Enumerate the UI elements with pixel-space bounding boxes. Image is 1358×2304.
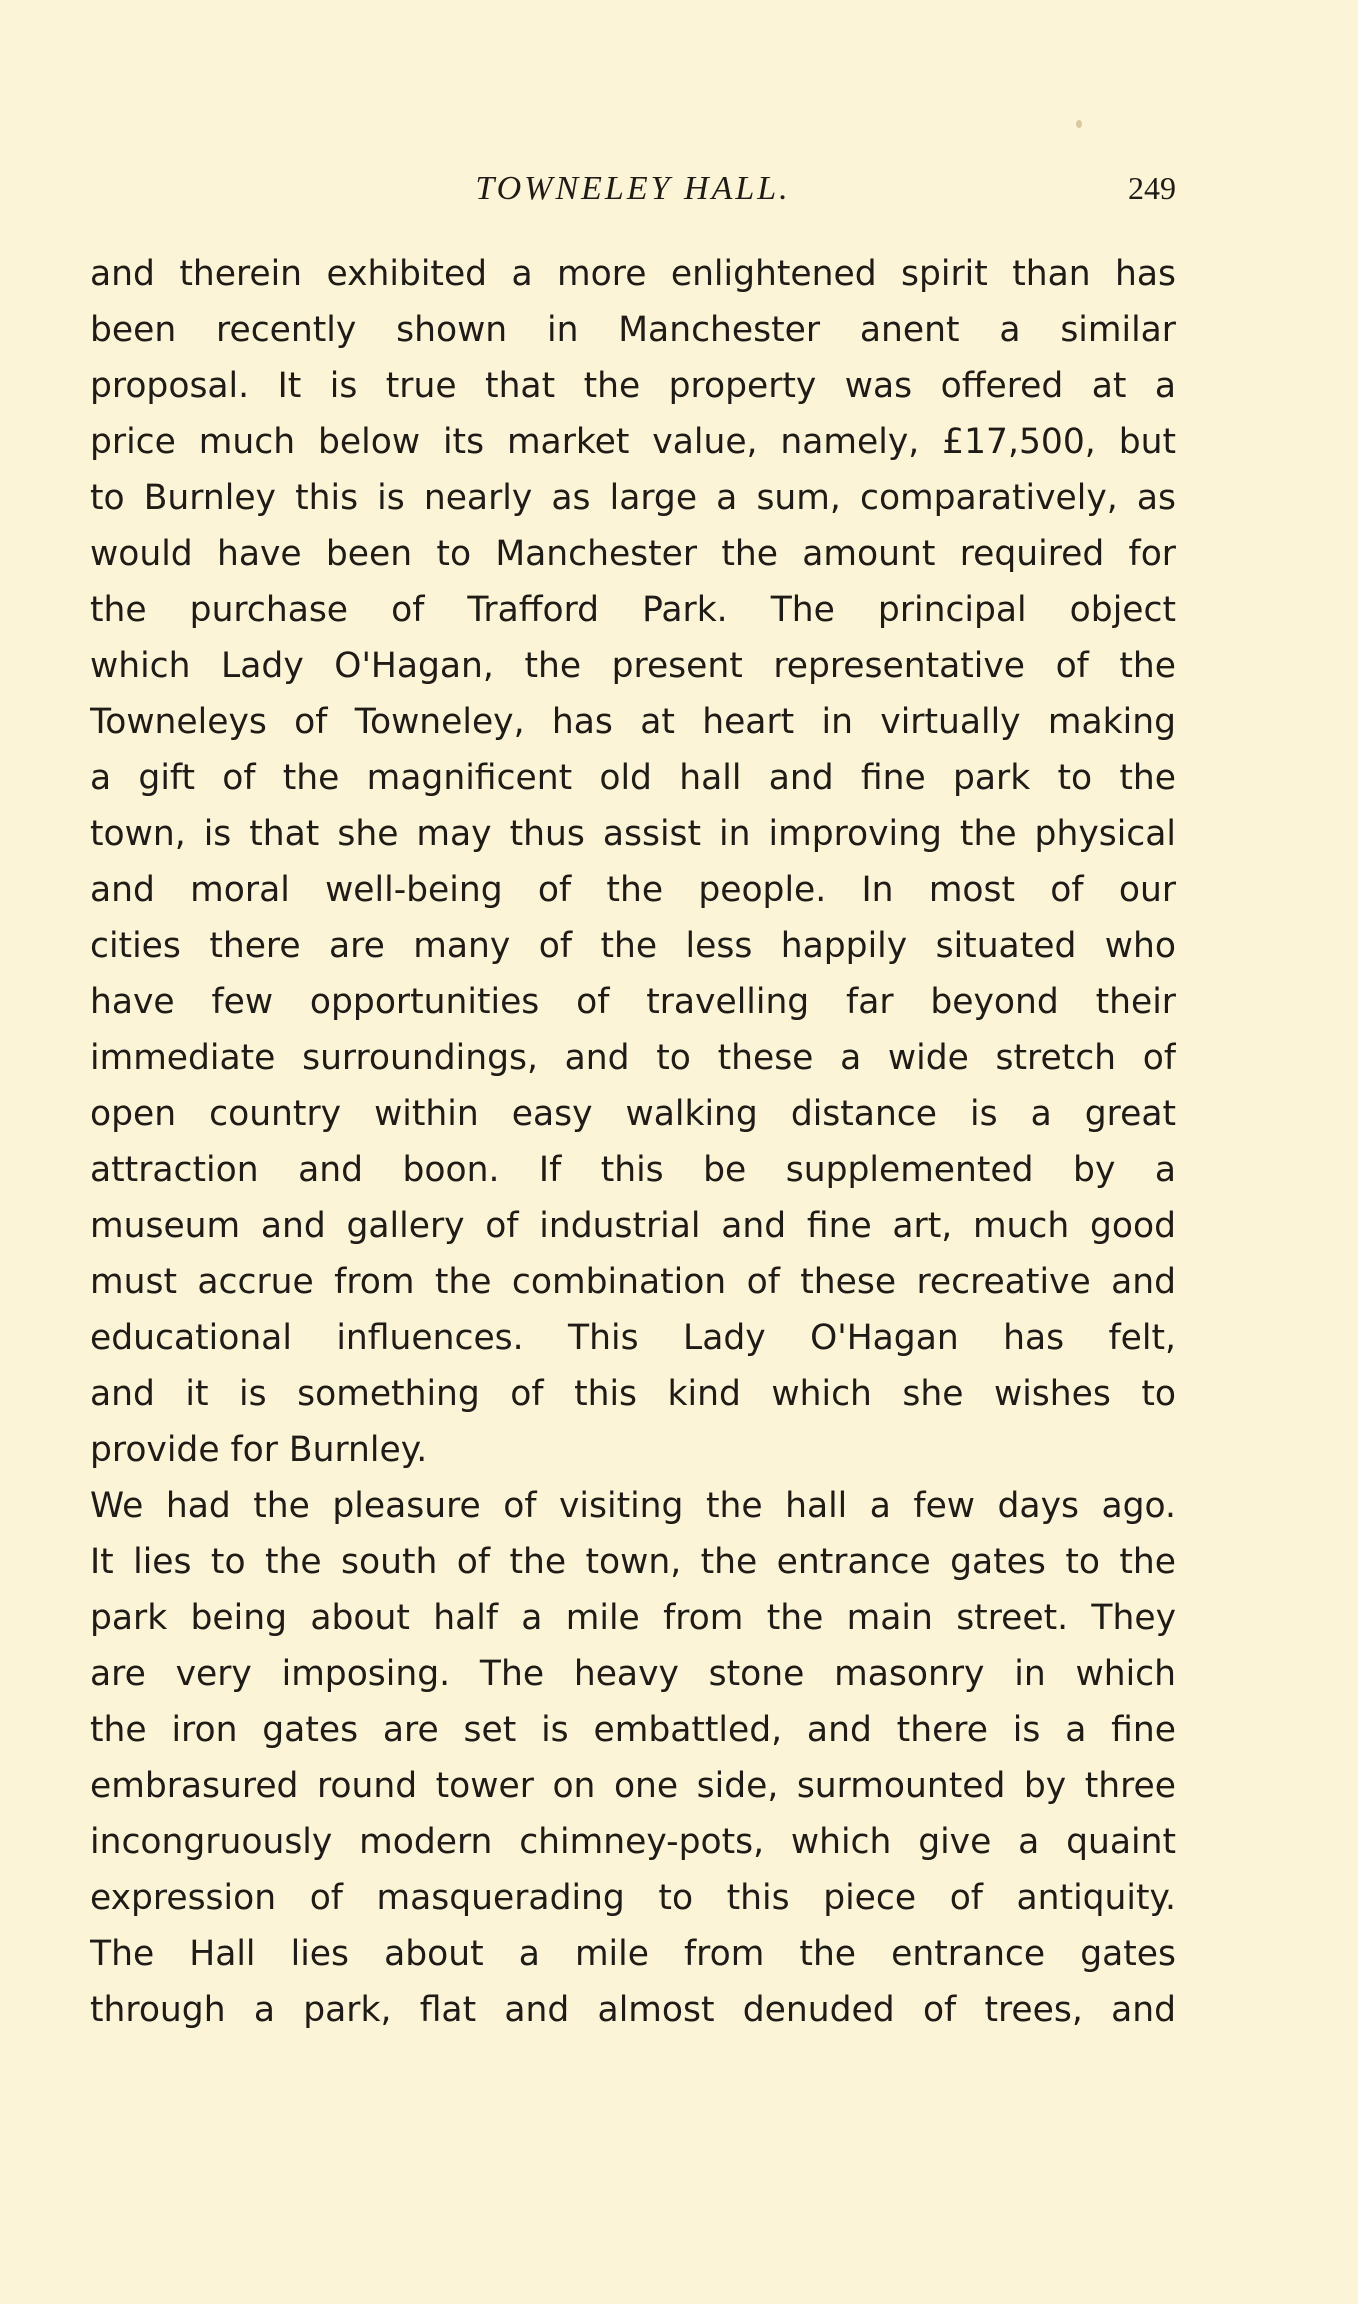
text-line: incongruously modern chimney-pots, which give a quaint [90, 1822, 1176, 1862]
text-line: price much below its market value, namely, £17,500, but [90, 422, 1176, 462]
text-line: been recently shown in Manchester anent a similar [90, 310, 1176, 350]
running-title: TOWNELEY HALL. [475, 170, 791, 207]
text-line: to Burnley this is nearly as large a sum, comparatively, as [90, 478, 1176, 518]
text-line: Towneleys of Towneley, has at heart in virtually making [90, 702, 1176, 742]
text-line: would have been to Manchester the amount required for [90, 534, 1176, 574]
text-line: museum and gallery of industrial and fine art, much good [90, 1206, 1176, 1246]
paper-speck [1076, 120, 1082, 128]
text-line: a gift of the magnificent old hall and fine park to the [90, 758, 1176, 798]
text-line: the purchase of Trafford Park. The principal object [90, 590, 1176, 630]
text-line: embrasured round tower on one side, surmounted by three [90, 1766, 1176, 1806]
page-header [90, 164, 1176, 214]
text-line: educational influences. This Lady O'Hagan has felt, [90, 1318, 1176, 1358]
text-line: and it is something of this kind which she wishes to [90, 1374, 1176, 1414]
text-line: immediate surroundings, and to these a wide stretch of [90, 1038, 1176, 1078]
text-line: expression of masquerading to this piece of antiquity. [90, 1878, 1176, 1918]
body-text [90, 246, 1176, 2038]
text-line: have few opportunities of travelling far beyond their [90, 982, 1176, 1022]
text-line: are very imposing. The heavy stone masonry in which [90, 1654, 1176, 1694]
text-line: open country within easy walking distance is a great [90, 1094, 1176, 1134]
text-line: The Hall lies about a mile from the entrance gates [90, 1934, 1176, 1974]
text-line: park being about half a mile from the main street. They [90, 1598, 1176, 1638]
text-line: It lies to the south of the town, the entrance gates to the [90, 1542, 1176, 1582]
text-line: town, is that she may thus assist in improving the physical [90, 814, 1176, 854]
text-line: and therein exhibited a more enlightened spirit than has [90, 254, 1176, 294]
text-line: We had the pleasure of visiting the hall a few days ago. [90, 1486, 1176, 1526]
page-number: 249 [1128, 170, 1176, 206]
text-line: proposal. It is true that the property was offered at a [90, 366, 1176, 406]
text-line: provide for Burnley. [90, 1430, 428, 1470]
text-line: and moral well-being of the people. In most of our [90, 870, 1176, 910]
text-line: attraction and boon. If this be supplemented by a [90, 1150, 1176, 1190]
text-line: must accrue from the combination of these recreative and [90, 1262, 1176, 1302]
text-line: through a park, flat and almost denuded of trees, and [90, 1990, 1176, 2030]
text-line: cities there are many of the less happily situated who [90, 926, 1176, 966]
text-line: the iron gates are set is embattled, and there is a fine [90, 1710, 1176, 1750]
text-line: which Lady O'Hagan, the present representative of the [90, 646, 1176, 686]
